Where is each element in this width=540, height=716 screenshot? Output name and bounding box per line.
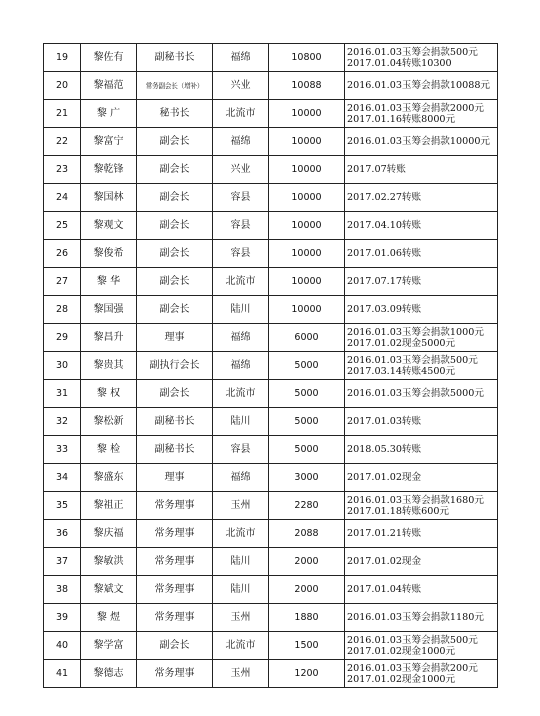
row-number-cell: 23 <box>44 156 81 184</box>
position-title-cell <box>137 632 213 660</box>
amount-cell: 10000 <box>269 212 345 240</box>
amount-cell: 5000 <box>269 380 345 408</box>
row-number-cell: 34 <box>44 464 81 492</box>
member-name-cell: 黎佐有 <box>81 44 137 72</box>
remark-line: 2017.02.27转账 <box>347 192 422 203</box>
row-number-cell: 27 <box>44 268 81 296</box>
member-name-cell: 黎国林 <box>81 184 137 212</box>
row-number-cell: 30 <box>44 352 81 380</box>
location-cell: 玉州 <box>213 492 269 520</box>
location-cell: 福绵 <box>213 464 269 492</box>
location-cell: 福绵 <box>213 44 269 72</box>
remark-cell <box>345 100 498 128</box>
amount-cell: 2280 <box>269 492 345 520</box>
table-row <box>44 324 498 352</box>
remark-cell <box>345 604 498 632</box>
remark-line: 2018.05.30转账 <box>347 444 422 455</box>
location-cell: 福绵 <box>213 324 269 352</box>
donation-table-body <box>44 44 498 688</box>
remark-line: 2017.04.10转账 <box>347 220 422 231</box>
table-row <box>44 72 498 100</box>
location-cell: 北流市 <box>213 268 269 296</box>
row-number-cell: 40 <box>44 632 81 660</box>
position-title-text: 常务理事 <box>154 668 195 679</box>
remark-line: 2016.01.03玉筹会捐款10000元 <box>347 136 491 147</box>
member-name-cell: 黎祖正 <box>81 492 137 520</box>
amount-cell: 5000 <box>269 436 345 464</box>
row-number-cell: 20 <box>44 72 81 100</box>
remark-line: 2017.01.16转账8000元 <box>347 113 456 125</box>
table-row <box>44 632 498 660</box>
position-title-text: 副会长 <box>159 276 190 287</box>
remark-cell <box>345 324 498 352</box>
location-cell: 兴业 <box>213 156 269 184</box>
position-title-cell <box>137 548 213 576</box>
table-row <box>44 212 498 240</box>
remark-cell <box>345 548 498 576</box>
position-title-text: 副秘书长 <box>154 444 195 455</box>
amount-cell: 1500 <box>269 632 345 660</box>
remark-cell <box>345 660 498 688</box>
position-title-cell <box>137 464 213 492</box>
member-name-cell: 黎俊希 <box>81 240 137 268</box>
location-cell: 玉州 <box>213 604 269 632</box>
remark-line: 2017.01.02现金 <box>347 556 422 567</box>
remark-cell <box>345 436 498 464</box>
location-cell: 陆川 <box>213 576 269 604</box>
row-number-cell: 32 <box>44 408 81 436</box>
location-cell: 玉州 <box>213 660 269 688</box>
position-title-cell <box>137 492 213 520</box>
amount-cell: 10000 <box>269 296 345 324</box>
table-row <box>44 576 498 604</box>
position-title-text: 副秘书长 <box>154 52 195 63</box>
remark-cell <box>345 44 498 72</box>
location-cell: 容县 <box>213 184 269 212</box>
remark-line: 2016.01.03玉筹会捐款200元 <box>347 662 478 674</box>
row-number-cell: 36 <box>44 520 81 548</box>
remark-line: 2016.01.03玉筹会捐款1000元 <box>347 326 484 338</box>
row-number-cell: 24 <box>44 184 81 212</box>
remark-cell <box>345 212 498 240</box>
member-name-cell: 黎庆福 <box>81 520 137 548</box>
amount-cell: 10000 <box>269 128 345 156</box>
remark-line: 2016.01.03玉筹会捐款5000元 <box>347 388 484 399</box>
member-name-cell: 黎 华 <box>81 268 137 296</box>
member-name-cell: 黎学富 <box>81 632 137 660</box>
table-row <box>44 268 498 296</box>
member-name-cell: 黎昌升 <box>81 324 137 352</box>
position-title-cell <box>137 184 213 212</box>
row-number-cell: 19 <box>44 44 81 72</box>
location-cell: 福绵 <box>213 352 269 380</box>
table-row <box>44 296 498 324</box>
position-title-cell <box>137 604 213 632</box>
member-name-cell: 黎德志 <box>81 660 137 688</box>
amount-cell: 5000 <box>269 352 345 380</box>
amount-cell: 3000 <box>269 464 345 492</box>
remark-line: 2017.01.21转账 <box>347 528 422 539</box>
position-title-text: 理事 <box>164 332 185 343</box>
position-title-cell <box>137 296 213 324</box>
table-row <box>44 464 498 492</box>
remark-cell <box>345 576 498 604</box>
table-row <box>44 156 498 184</box>
location-cell: 福绵 <box>213 128 269 156</box>
member-name-cell: 黎敏洪 <box>81 548 137 576</box>
position-title-cell <box>137 660 213 688</box>
remark-cell <box>345 352 498 380</box>
amount-cell: 1200 <box>269 660 345 688</box>
location-cell: 陆川 <box>213 408 269 436</box>
position-title-cell <box>137 156 213 184</box>
location-cell: 北流市 <box>213 520 269 548</box>
amount-cell: 10000 <box>269 240 345 268</box>
donation-table <box>43 43 498 688</box>
position-title-cell <box>137 100 213 128</box>
position-title-text: 副会长 <box>159 220 190 231</box>
remark-cell <box>345 408 498 436</box>
member-name-cell: 黎国强 <box>81 296 137 324</box>
position-title-text: 常务理事 <box>154 500 195 511</box>
table-row <box>44 380 498 408</box>
remark-line: 2016.01.03玉筹会捐款500元 <box>347 46 478 58</box>
remark-line: 2016.01.03玉筹会捐款1180元 <box>347 612 484 623</box>
member-name-cell: 黎贵其 <box>81 352 137 380</box>
row-number-cell: 38 <box>44 576 81 604</box>
amount-cell: 6000 <box>269 324 345 352</box>
row-number-cell: 39 <box>44 604 81 632</box>
row-number-cell: 41 <box>44 660 81 688</box>
position-title-cell <box>137 212 213 240</box>
position-title-cell <box>137 408 213 436</box>
remark-cell <box>345 520 498 548</box>
position-title-text: 理事 <box>164 472 185 483</box>
remark-line: 2017.03.14转账4500元 <box>347 365 456 377</box>
remark-line: 2017.01.02现金1000元 <box>347 645 456 657</box>
amount-cell: 5000 <box>269 408 345 436</box>
remark-line: 2017.01.04转账 <box>347 584 422 595</box>
table-row <box>44 184 498 212</box>
position-title-text: 副执行会长 <box>149 360 200 371</box>
member-name-cell: 黎盛东 <box>81 464 137 492</box>
location-cell: 陆川 <box>213 296 269 324</box>
location-cell: 北流市 <box>213 380 269 408</box>
table-row <box>44 604 498 632</box>
amount-cell: 10000 <box>269 184 345 212</box>
amount-cell: 10088 <box>269 72 345 100</box>
position-title-text: 副会长 <box>159 640 190 651</box>
table-row <box>44 44 498 72</box>
remark-cell <box>345 632 498 660</box>
table-row <box>44 520 498 548</box>
position-title-text: 副会长 <box>159 136 190 147</box>
location-cell: 北流市 <box>213 100 269 128</box>
remark-line: 2017.03.09转账 <box>347 304 422 315</box>
remark-line: 2017.07转账 <box>347 164 406 175</box>
remark-cell <box>345 492 498 520</box>
amount-cell: 1880 <box>269 604 345 632</box>
position-title-cell <box>137 520 213 548</box>
member-name-cell: 黎斌文 <box>81 576 137 604</box>
position-title-cell <box>137 268 213 296</box>
position-title-text: 常务副会长（增补） <box>145 81 204 90</box>
member-name-cell: 黎 煜 <box>81 604 137 632</box>
position-title-cell <box>137 380 213 408</box>
row-number-cell: 25 <box>44 212 81 240</box>
table-row <box>44 240 498 268</box>
position-title-cell <box>137 324 213 352</box>
remark-cell <box>345 156 498 184</box>
location-cell: 兴业 <box>213 72 269 100</box>
row-number-cell: 28 <box>44 296 81 324</box>
remark-line: 2016.01.03玉筹会捐款2000元 <box>347 102 484 114</box>
row-number-cell: 33 <box>44 436 81 464</box>
position-title-cell <box>137 128 213 156</box>
remark-cell <box>345 464 498 492</box>
remark-line: 2016.01.03玉筹会捐款10088元 <box>347 80 491 91</box>
remark-line: 2017.01.18转账600元 <box>347 505 450 517</box>
table-row <box>44 128 498 156</box>
remark-line: 2017.01.06转账 <box>347 248 422 259</box>
remark-cell <box>345 184 498 212</box>
position-title-text: 副秘书长 <box>154 416 195 427</box>
row-number-cell: 31 <box>44 380 81 408</box>
remark-cell <box>345 296 498 324</box>
table-row <box>44 548 498 576</box>
member-name-cell: 黎松新 <box>81 408 137 436</box>
amount-cell: 2000 <box>269 548 345 576</box>
table-row <box>44 408 498 436</box>
position-title-cell <box>137 240 213 268</box>
position-title-text: 常务理事 <box>154 612 195 623</box>
position-title-text: 副会长 <box>159 248 190 259</box>
amount-cell: 10000 <box>269 156 345 184</box>
remark-line: 2016.01.03玉筹会捐款1680元 <box>347 494 484 506</box>
remark-line: 2016.01.03玉筹会捐款500元 <box>347 354 478 366</box>
row-number-cell: 35 <box>44 492 81 520</box>
remark-cell <box>345 380 498 408</box>
row-number-cell: 21 <box>44 100 81 128</box>
position-title-text: 副会长 <box>159 304 190 315</box>
location-cell: 陆川 <box>213 548 269 576</box>
member-name-cell: 黎乾锋 <box>81 156 137 184</box>
row-number-cell: 37 <box>44 548 81 576</box>
amount-cell: 2088 <box>269 520 345 548</box>
position-title-text: 常务理事 <box>154 528 195 539</box>
member-name-cell: 黎 检 <box>81 436 137 464</box>
remark-line: 2017.01.02现金1000元 <box>347 673 456 685</box>
position-title-cell <box>137 44 213 72</box>
position-title-text: 副会长 <box>159 192 190 203</box>
position-title-cell <box>137 72 213 100</box>
member-name-cell: 黎福范 <box>81 72 137 100</box>
member-name-cell: 黎 广 <box>81 100 137 128</box>
table-row <box>44 660 498 688</box>
table-row <box>44 100 498 128</box>
remark-line: 2016.01.03玉筹会捐款500元 <box>347 634 478 646</box>
row-number-cell: 26 <box>44 240 81 268</box>
amount-cell: 2000 <box>269 576 345 604</box>
row-number-cell: 29 <box>44 324 81 352</box>
remark-cell <box>345 128 498 156</box>
location-cell: 北流市 <box>213 632 269 660</box>
member-name-cell: 黎 权 <box>81 380 137 408</box>
position-title-cell <box>137 576 213 604</box>
amount-cell: 10000 <box>269 100 345 128</box>
remark-line: 2017.01.02现金 <box>347 472 422 483</box>
location-cell: 容县 <box>213 240 269 268</box>
amount-cell: 10000 <box>269 268 345 296</box>
table-row <box>44 352 498 380</box>
position-title-cell <box>137 352 213 380</box>
row-number-cell: 22 <box>44 128 81 156</box>
position-title-text: 常务理事 <box>154 584 195 595</box>
table-row <box>44 436 498 464</box>
location-cell: 容县 <box>213 212 269 240</box>
amount-cell: 10800 <box>269 44 345 72</box>
position-title-cell <box>137 436 213 464</box>
remark-line: 2017.01.04转账10300 <box>347 57 452 69</box>
remark-cell <box>345 240 498 268</box>
table-row <box>44 492 498 520</box>
position-title-text: 副会长 <box>159 388 190 399</box>
member-name-cell: 黎观文 <box>81 212 137 240</box>
position-title-text: 副会长 <box>159 164 190 175</box>
position-title-text: 秘书长 <box>159 108 190 119</box>
remark-line: 2017.07.17转账 <box>347 276 422 287</box>
remark-line: 2017.01.02现金5000元 <box>347 337 456 349</box>
location-cell: 容县 <box>213 436 269 464</box>
member-name-cell: 黎富宁 <box>81 128 137 156</box>
position-title-text: 常务理事 <box>154 556 195 567</box>
remark-cell <box>345 268 498 296</box>
remark-line: 2017.01.03转账 <box>347 416 422 427</box>
remark-cell <box>345 72 498 100</box>
